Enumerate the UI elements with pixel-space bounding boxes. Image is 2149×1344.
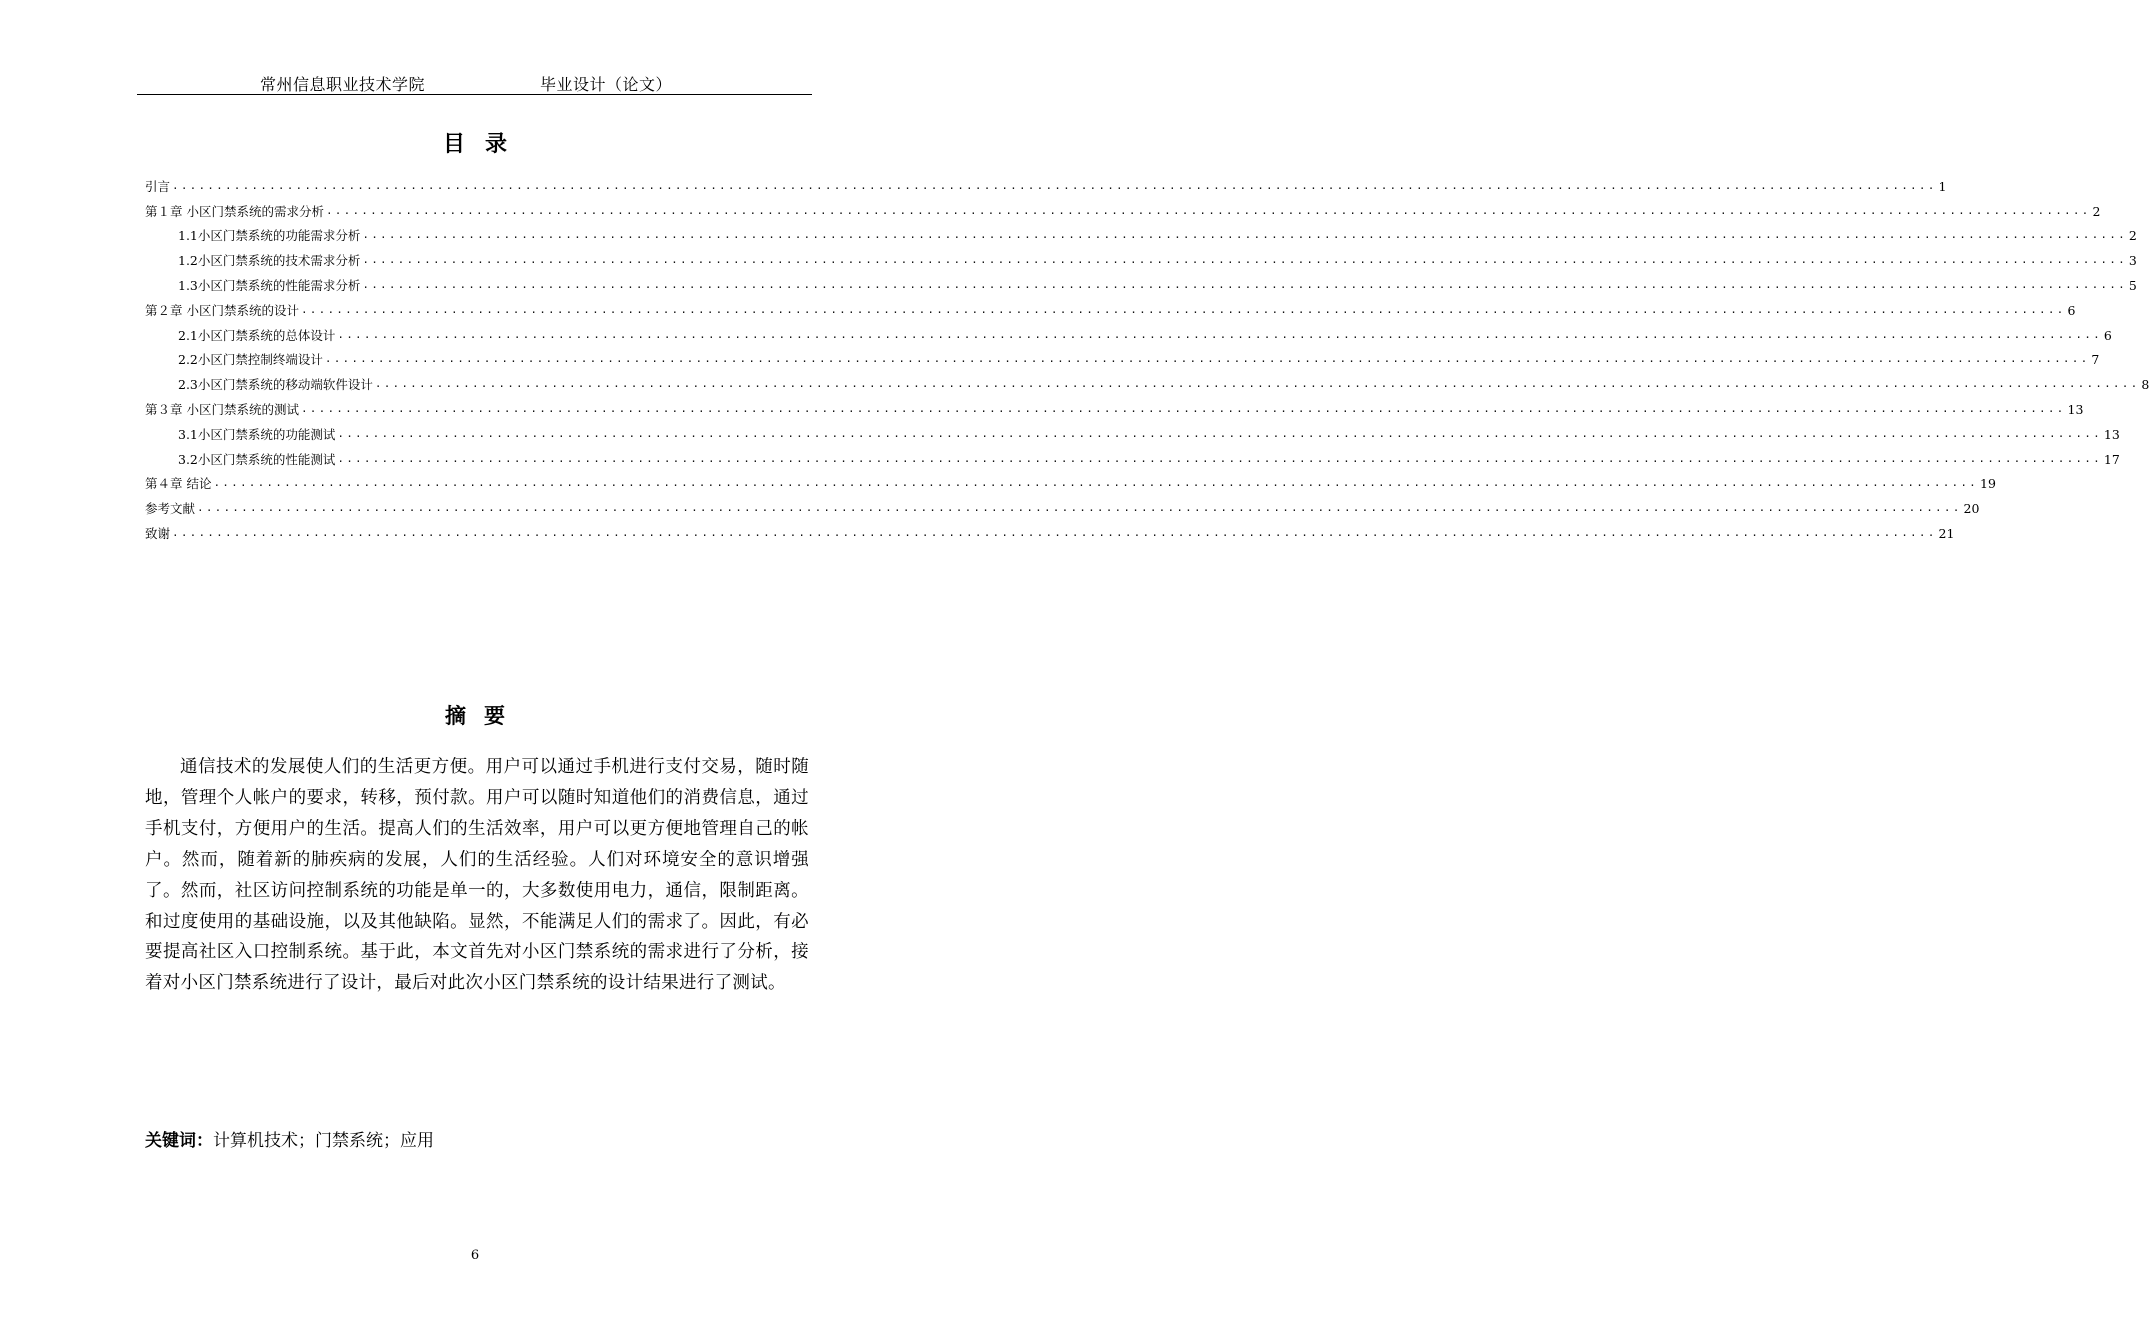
toc-entry-label: 致谢: [145, 525, 171, 541]
toc-entry-page: 21: [1938, 525, 1955, 541]
toc-entry[interactable]: [145, 195, 2101, 220]
toc-leader-dots: ........................................................................................................................................................................................................: [362, 228, 2127, 242]
toc-entry[interactable]: [145, 443, 2120, 468]
toc-leader-dots: ........................................................................................................................................................................................................: [337, 327, 2102, 341]
toc-entry[interactable]: [145, 170, 1947, 195]
toc-entry[interactable]: [145, 468, 1996, 493]
header-thesis-label: 毕业设计（论文）: [540, 75, 673, 94]
keywords-line: [145, 1126, 434, 1151]
toc-leader-dots: ........................................................................................................................................................................................................: [197, 501, 1962, 515]
toc-entry-label: 2.3小区门禁系统的移动端软件设计: [178, 377, 373, 393]
toc-entry-label: 3.2小区门禁系统的性能测试: [178, 451, 336, 467]
toc-entry-label: 第４章 结论: [145, 476, 212, 492]
toc-entry-page: 6: [2067, 302, 2076, 318]
keywords-value: 计算机技术；门禁系统；应用: [213, 1131, 434, 1151]
toc-entry-page: 3: [2128, 253, 2137, 269]
toc-leader-dots: ........................................................................................................................................................................................................: [337, 451, 2102, 465]
toc-entry-page: 1: [1938, 178, 1947, 194]
toc-leader-dots: ........................................................................................................................................................................................................: [337, 426, 2102, 440]
toc-leader-dots: ........................................................................................................................................................................................................: [172, 178, 1937, 192]
toc-entry[interactable]: [145, 393, 2084, 418]
toc-leader-dots: ........................................................................................................................................................................................................: [172, 525, 1937, 539]
toc-entry[interactable]: [145, 517, 1955, 542]
toc-entry-page: 2: [2128, 228, 2137, 244]
toc-entry-page: 13: [2067, 401, 2084, 417]
toc-leader-dots: ........................................................................................................................................................................................................: [362, 253, 2127, 267]
toc-entry-label: 2.2小区门禁控制终端设计: [178, 352, 323, 368]
toc-leader-dots: ........................................................................................................................................................................................................: [324, 352, 2090, 366]
abstract-body: 通信技术的发展使人们的生活更方便。用户可以通过手机进行支付交易，随时随地，管理个人帐户的要求，转移，预付款。用户可以随时知道他们的消费信息，通过手机支付，方便用户的生活。提高人们的生活效率，用户可以更方便地管理自己的帐户。然而，随着新的肺疾病的发展，人们的生活经验。人们对环境安全的意识增强了。然而，社区访问控制系统的功能是单一的，大多数使用电力，通信，限制距离。和过度使用的基础设施，以及其他缺陷。显然，不能满足人们的需求了。因此，有必要提高社区入口控制系统。基于此，本文首先对小区门禁系统的需求进行了分析，接着对小区门禁系统进行了设计，最后对此次小区门禁系统的设计结果进行了测试。: [145, 757, 809, 994]
toc-entry-label: 第１章 小区门禁系统的需求分析: [145, 203, 324, 219]
toc-entry-label: 1.2小区门禁系统的技术需求分析: [178, 253, 361, 269]
abstract-title: 摘要: [445, 704, 523, 728]
toc-entry-label: 参考文献: [145, 501, 196, 517]
toc-entry-label: 1.3小区门禁系统的性能需求分析: [178, 277, 361, 293]
toc-entry-label: 2.1小区门禁系统的总体设计: [178, 327, 336, 343]
toc-entry[interactable]: [145, 492, 1980, 517]
toc-entry-page: 20: [1963, 501, 1980, 517]
toc-entry-label: 3.1小区门禁系统的功能测试: [178, 426, 336, 442]
toc-leader-dots: ........................................................................................................................................................................................................: [213, 476, 1978, 490]
toc-entry-page: 6: [2103, 327, 2112, 343]
toc-entry[interactable]: [145, 294, 2076, 319]
table-of-contents: [145, 170, 2149, 542]
toc-entry-page: 5: [2128, 277, 2137, 293]
toc-entry-page: 7: [2091, 352, 2100, 368]
toc-entry-label: 引言: [145, 178, 171, 194]
keywords-label: 关键词：: [145, 1131, 213, 1151]
toc-entry-page: 2: [2092, 203, 2101, 219]
toc-entry[interactable]: [145, 319, 2112, 344]
toc-entry-page: 13: [2103, 426, 2120, 442]
toc-entry-label: 第２章 小区门禁系统的设计: [145, 302, 299, 318]
page-number: 6: [470, 1248, 480, 1263]
toc-leader-dots: ........................................................................................................................................................................................................: [374, 377, 2140, 391]
toc-entry[interactable]: [145, 344, 2100, 369]
toc-leader-dots: ........................................................................................................................................................................................................: [300, 401, 2066, 415]
page-header: [137, 68, 812, 95]
toc-entry-label: 第３章 小区门禁系统的测试: [145, 401, 299, 417]
toc-entry-page: 19: [1980, 476, 1996, 492]
toc-entry-label: 1.1小区门禁系统的功能需求分析: [178, 228, 361, 244]
toc-entry[interactable]: [145, 244, 2137, 269]
toc-entry[interactable]: [145, 220, 2137, 245]
header-school-name: 常州信息职业技术学院: [260, 75, 426, 94]
toc-entry[interactable]: [145, 418, 2120, 443]
toc-title: 目录: [442, 132, 527, 157]
toc-entry[interactable]: [145, 269, 2137, 294]
toc-leader-dots: ........................................................................................................................................................................................................: [325, 203, 2091, 217]
toc-entry[interactable]: [145, 368, 2149, 393]
toc-leader-dots: ........................................................................................................................................................................................................: [300, 302, 2066, 316]
toc-leader-dots: ........................................................................................................................................................................................................: [362, 277, 2127, 291]
toc-entry-page: 8: [2141, 377, 2149, 393]
toc-entry-page: 17: [2103, 451, 2120, 467]
